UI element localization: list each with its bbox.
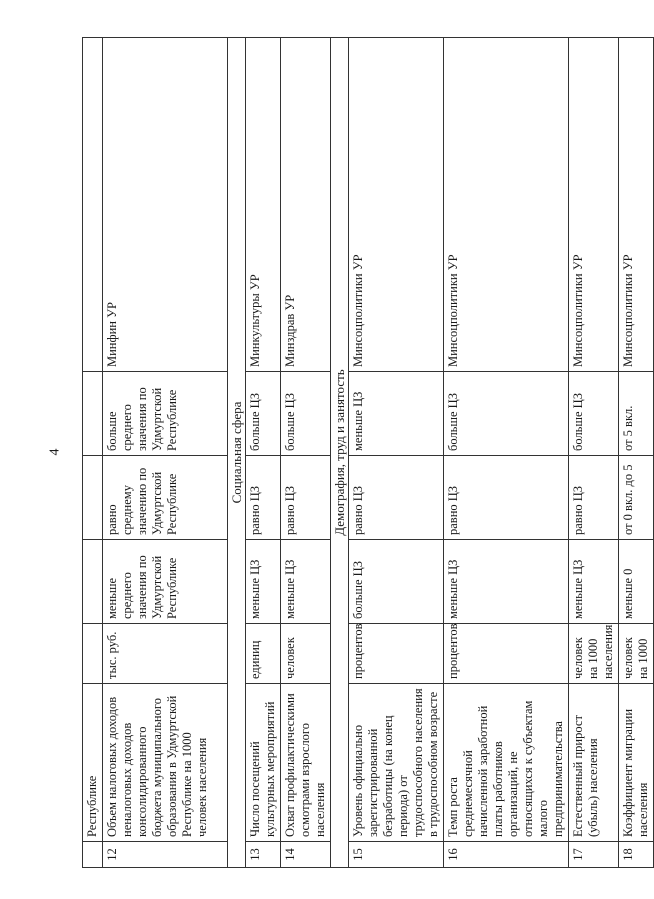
- indicator-cell: Коэффициент миграции населения: [619, 684, 654, 842]
- indicator-cell: Объем налоговых доходов неналоговых доходов консолидированного бюджета муниципального образования в Удмуртской Республике на 1000 человек населения: [103, 684, 228, 842]
- indicator-cell: Число посещений культурных мероприятий: [246, 684, 281, 842]
- indicator-cell: Охват профилактическими осмотрами взрослого населения: [281, 684, 331, 842]
- responsible-cell: Минсоцполитики УР: [569, 38, 619, 372]
- mid-criterion-cell: равно среднему значению по Удмуртской Республике: [103, 456, 228, 540]
- high-criterion-cell: больше ЦЗ: [569, 372, 619, 456]
- unit-cell: человек: [281, 624, 331, 684]
- high-criterion-cell: больше ЦЗ: [444, 372, 569, 456]
- row-number: 17: [569, 842, 619, 868]
- unit-cell: тыс. руб.: [103, 624, 228, 684]
- row-number: 16: [444, 842, 569, 868]
- table-row: [569, 38, 619, 868]
- high-criterion-cell: больше ЦЗ: [281, 372, 331, 456]
- responsible-cell: Минсоцполитики УР: [619, 38, 654, 372]
- page-number: 4: [47, 448, 63, 456]
- low-criterion-cell: меньше ЦЗ: [569, 540, 619, 624]
- mid-criterion-cell: равно ЦЗ: [349, 456, 444, 540]
- continuation-text: Республике: [83, 684, 103, 842]
- section-row-social: [228, 38, 246, 868]
- mid-criterion-cell: равно ЦЗ: [569, 456, 619, 540]
- row-number: 13: [246, 842, 281, 868]
- low-criterion-cell: больше ЦЗ: [349, 540, 444, 624]
- unit-cell: процентов: [349, 624, 444, 684]
- indicator-cell: Естественный прирост (убыль) населения: [569, 684, 619, 842]
- row-number: 18: [619, 842, 654, 868]
- table-row: [281, 38, 331, 868]
- indicator-cell: Уровень официально зарегистрированной безработицы (на конец периода) от трудоспособного населения в трудоспособном возрасте: [349, 684, 444, 842]
- unit-cell: единиц: [246, 624, 281, 684]
- mid-criterion-cell: равно ЦЗ: [444, 456, 569, 540]
- low-criterion-cell: меньше среднего значения по Удмуртской Республике: [103, 540, 228, 624]
- unit-cell: процентов: [444, 624, 569, 684]
- rotated-table-stage: [82, 38, 650, 868]
- section-row-demography: [331, 38, 349, 868]
- responsible-cell: Минсоцполитики УР: [349, 38, 444, 372]
- low-criterion-cell: меньше 0: [619, 540, 654, 624]
- table-row: [619, 38, 654, 868]
- row-number: 15: [349, 842, 444, 868]
- high-criterion-cell: больше ЦЗ: [246, 372, 281, 456]
- criteria-table: [82, 37, 654, 868]
- responsible-cell: Минфин УР: [103, 38, 228, 372]
- responsible-cell: Минсоцполитики УР: [444, 38, 569, 372]
- low-criterion-cell: меньше ЦЗ: [444, 540, 569, 624]
- responsible-cell: Минздрав УР: [281, 38, 331, 372]
- table-row: [103, 38, 228, 868]
- unit-cell: человек на 1000 населения: [569, 624, 619, 684]
- mid-criterion-cell: равно ЦЗ: [281, 456, 331, 540]
- section-heading: Социальная сфера: [228, 38, 246, 868]
- table-row: [349, 38, 444, 868]
- row-number: 12: [103, 842, 228, 868]
- high-criterion-cell: меньше ЦЗ: [349, 372, 444, 456]
- mid-criterion-cell: равно ЦЗ: [246, 456, 281, 540]
- low-criterion-cell: меньше ЦЗ: [281, 540, 331, 624]
- table-row-continuation: [83, 38, 103, 868]
- high-criterion-cell: больше среднего значения по Удмуртской Республике: [103, 372, 228, 456]
- unit-cell: человек на 1000: [619, 624, 654, 684]
- section-heading: Демография, труд и занятость: [331, 38, 349, 868]
- indicator-cell: Темп роста среднемесячной начисленной заработной платы работников организаций, не относящихся к субъектам малого предпринимательства: [444, 684, 569, 842]
- low-criterion-cell: меньше ЦЗ: [246, 540, 281, 624]
- table-row: [444, 38, 569, 868]
- table-row: [246, 38, 281, 868]
- row-number: 14: [281, 842, 331, 868]
- responsible-cell: Минкультуры УР: [246, 38, 281, 372]
- mid-criterion-cell: от 0 вкл. до 5: [619, 456, 654, 540]
- high-criterion-cell: от 5 вкл.: [619, 372, 654, 456]
